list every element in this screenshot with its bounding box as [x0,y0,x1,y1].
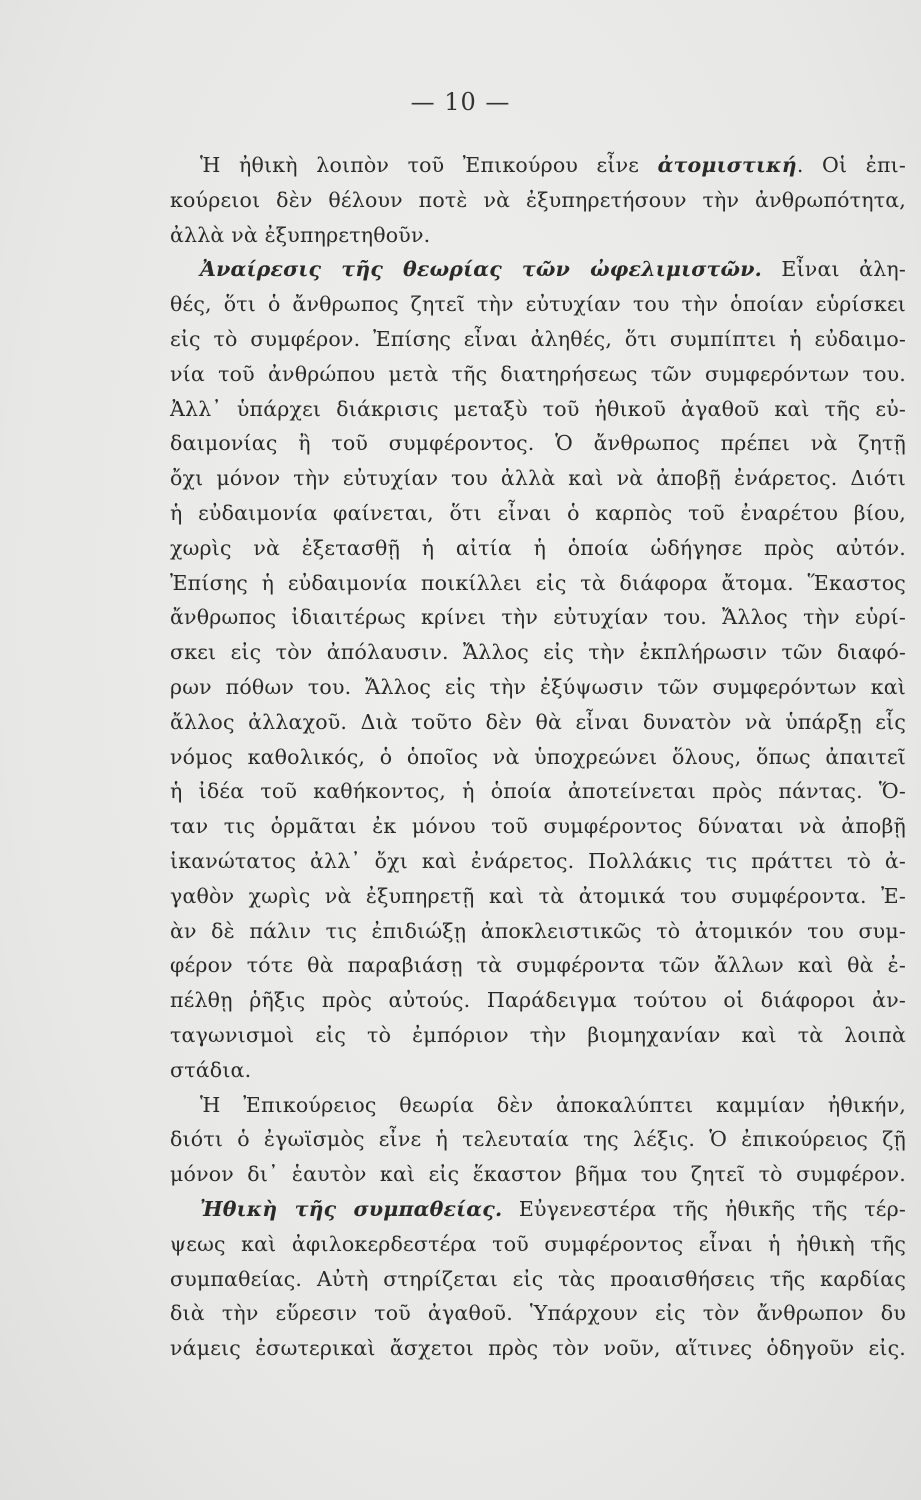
text-line [170,740,906,775]
text-run: Ἡ ἠθικὴ λοιπὸν τοῦ Ἐπικούρου εἶνε [200,153,658,177]
text-run: συμπαθείας. Αὐτὴ στηρίζεται εἰς τὰς προαισθήσεις τῆς καρδίας [170,1266,906,1291]
text-run: ἄνθρωπος ἰδιαιτέρως κρίνει τὴν εὐτυχίαν του. Ἄλλος τὴν εὑρί- [170,605,906,630]
text-run: θές, ὅτι ὁ ἄνθρωπος ζητεῖ τὴν εὐτυχίαν του τὴν ὁποίαν εὑρίσκει [170,292,906,317]
body-text [170,148,906,1366]
text-line [170,1088,906,1123]
text-run: χωρὶς νὰ ἐξετασθῇ ἡ αἰτία ἡ ὁποία ὡδήγησε πρὸς αὐτόν. [170,535,906,560]
text-line [170,252,906,287]
text-line [170,1053,906,1088]
text-line [170,670,906,705]
text-run: σκει εἰς τὸν ἀπόλαυσιν. Ἄλλος εἰς τὴν ἐκπλήρωσιν τῶν διαφό- [170,640,906,665]
text-line [170,600,906,635]
emphasized-text: Ἠθικὴ τῆς συμπαθείας. [200,1196,503,1221]
text-line [170,461,906,496]
text-line [170,809,906,844]
text-line [170,1296,906,1331]
text-run: νόμος καθολικός, ὁ ὁποῖος νὰ ὑποχρεώνει ὅλους, ὅπως ἀπαιτεῖ [170,744,906,769]
text-run: Εἶναι ἀλη- [762,257,906,282]
text-line [170,1122,906,1157]
text-run: ὄχι μόνον τὴν εὐτυχίαν του ἀλλὰ καὶ νὰ ἀποβῇ ἐνάρετος. Διότι [170,466,906,491]
text-run: διὰ τὴν εὕρεσιν τοῦ ἀγαθοῦ. Ὑπάρχουν εἰς τὸν ἄνθρωπον δυ [170,1301,906,1326]
text-run: ὰν δὲ πάλιν τις ἐπιδιώξῃ ἀποκλειστικῶς τὸ ἀτομικόν του συμ- [170,918,906,943]
text-line [170,635,906,670]
text-line [170,1262,906,1297]
text-run: Ἀλλ᾿ ὑπάρχει διάκρισις μεταξὺ τοῦ ἠθικοῦ ἀγαθοῦ καὶ τῆς εὐ- [170,396,906,421]
text-line [170,1227,906,1262]
text-line [170,1331,906,1366]
text-line [170,392,906,427]
text-line [170,322,906,357]
text-line [170,426,906,461]
text-run: φέρον τότε θὰ παραβιάσῃ τὰ συμφέροντα τῶν ἄλλων καὶ θὰ ἐ- [170,953,906,978]
text-line [170,844,906,879]
text-run: ἡ εὐδαιμονία φαίνεται, ὅτι εἶναι ὁ καρπὸς τοῦ ἐναρέτου βίου, [170,500,906,525]
text-run: ἱκανώτατος ἀλλ᾿ ὄχι καὶ ἐνάρετος. Πολλάκις τις πράττει τὸ ἀ- [170,848,906,873]
text-run: Εὐγενεστέρα τῆς ἠθικῆς τῆς τέρ- [502,1196,906,1221]
text-line [170,1018,906,1053]
text-line [170,948,906,983]
text-run: πέλθῃ ῥῆξις πρὸς αὐτούς. Παράδειγμα τούτου οἱ διάφοροι ἀν- [170,988,906,1013]
page-number: — 10 — [410,88,511,116]
text-run: νάμεις ἐσωτερικαὶ ἄσχετοι πρὸς τὸν νοῦν, αἵτινες ὁδηγοῦν εἰς. [170,1336,906,1361]
text-line [170,183,906,218]
text-line [170,705,906,740]
text-run: κούρειοι δὲν θέλουν ποτὲ νὰ ἐξυπηρετήσουν τὴν ἀνθρωπότητα, [170,187,906,212]
text-run: ψεως καὶ ἀφιλοκερδεστέρα τοῦ συμφέροντος εἶναι ἡ ἠθικὴ τῆς [170,1231,906,1256]
text-line [170,287,906,322]
text-run: ἀλλὰ νὰ ἐξυπηρετηθοῦν. [170,222,431,247]
text-line [170,774,906,809]
text-run: στάδια. [170,1057,252,1082]
text-run: ταγωνισμοὶ εἰς τὸ ἐμπόριον τὴν βιομηχανίαν καὶ τὰ λοιπὰ [170,1022,906,1047]
text-line [170,148,906,183]
text-line [170,566,906,601]
text-run: Ἡ Ἐπικούρειος θεωρία δὲν ἀποκαλύπτει καμμίαν ἠθικήν, [200,1092,906,1117]
text-run: μόνον δι᾿ ἑαυτὸν καὶ εἰς ἕκαστον βῆμα του ζητεῖ τὸ συμφέρον. [170,1162,906,1187]
text-line [170,531,906,566]
text-line [170,879,906,914]
text-run: ἄλλος ἀλλαχοῦ. Διὰ τοῦτο δὲν θὰ εἶναι δυνατὸν νὰ ὑπάρξῃ εἷς [170,709,906,734]
text-run: διότι ὁ ἐγωϊσμὸς εἶνε ἡ τελευταία της λέξις. Ὁ ἐπικούρειος ζῇ [170,1127,906,1152]
text-run: . Οἱ ἐπι- [796,153,906,177]
emphasized-text: ἀτομιστική [657,153,797,177]
emphasized-text: Ἀναίρεσις τῆς θεωρίας τῶν ὠφελιμιστῶν. [200,257,763,282]
text-run: ἡ ἰδέα τοῦ καθήκοντος, ἡ ὁποία ἀποτείνεται πρὸς πάντας. Ὅ- [170,779,906,804]
text-run: νία τοῦ ἀνθρώπου μετὰ τῆς διατηρήσεως τῶν συμφερόντων του. [170,361,906,386]
text-line [170,496,906,531]
text-run: γαθὸν χωρὶς νὰ ἐξυπηρετῇ καὶ τὰ ἀτομικά του συμφέροντα. Ἐ- [170,883,906,908]
text-run: εἰς τὸ συμφέρον. Ἐπίσης εἶναι ἀληθές, ὅτι συμπίπτει ἡ εὐδαιμο- [170,326,906,351]
text-line [170,218,906,253]
text-run: Ἐπίσης ἡ εὐδαιμονία ποικίλλει εἰς τὰ διάφορα ἄτομα. Ἕκαστος [170,570,906,595]
text-run: δαιμονίας ἢ τοῦ συμφέροντος. Ὁ ἄνθρωπος πρέπει νὰ ζητῇ [170,431,906,456]
text-line [170,1192,906,1227]
text-run: ρων πόθων του. Ἄλλος εἰς τὴν ἐξύψωσιν τῶν συμφερόντων καὶ [170,674,906,699]
text-line [170,1157,906,1192]
text-run: ταν τις ὁρμᾶται ἐκ μόνου τοῦ συμφέροντος δύναται νὰ ἀποβῇ [170,814,906,839]
text-line [170,983,906,1018]
text-line [170,357,906,392]
text-line [170,914,906,949]
